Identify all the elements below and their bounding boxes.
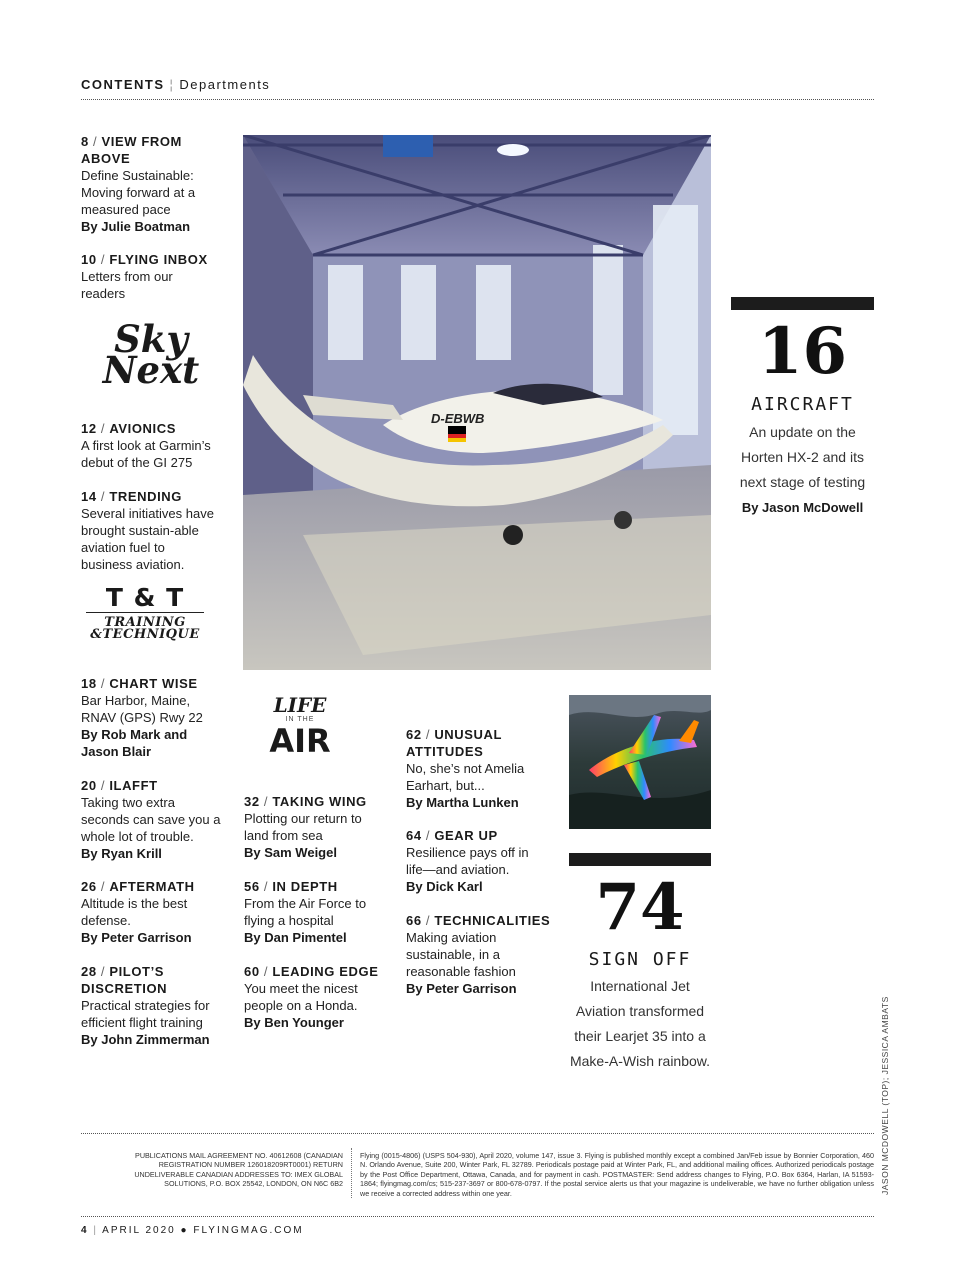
toc-entry-12[interactable]: 12 / AVIONICS A first look at Garmin’s debut of the GI 275 <box>81 420 226 471</box>
toc-desc: Altitude is the best defense. <box>81 896 188 928</box>
header-separator: ¦ <box>169 77 175 92</box>
toc-title: PILOT’S DISCRETION <box>81 964 168 996</box>
toc-desc: Making aviation sustainable, in a reasonable fashion <box>406 930 516 979</box>
legal-separator <box>351 1148 352 1198</box>
toc-author: By Martha Lunken <box>406 795 519 810</box>
toc-desc: Resilience pays off in life—and aviation. <box>406 845 529 877</box>
section-title: CONTENTS <box>81 77 165 92</box>
toc-desc: Plotting our return to land from sea <box>244 811 362 843</box>
toc-entry-64[interactable]: 64 / GEAR UP Resilience pays off in life—and aviation. By Dick Karl <box>406 827 541 895</box>
toc-author: By Dan Pimentel <box>244 930 347 945</box>
toc-entry-28[interactable]: 28 / PILOT’S DISCRETION Practical strategies for efficient flight training By John Zimmerman <box>81 963 226 1048</box>
toc-desc: Letters from our readers <box>81 269 173 301</box>
toc-author: By Sam Weigel <box>244 845 337 860</box>
toc-desc: Several initiatives have brought sustain-able aviation fuel to business aviation. <box>81 506 214 572</box>
toc-title: GEAR UP <box>434 828 498 843</box>
toc-desc: You meet the nicest people on a Honda. <box>244 981 358 1013</box>
toc-desc: No, she’s not Amelia Earhart, but... <box>406 761 525 793</box>
hangar-aircraft-photo <box>243 135 711 670</box>
toc-author: By Peter Garrison <box>406 981 517 996</box>
training-technique-logo: T & T TRAINING &TECHNIQUE <box>86 584 204 641</box>
toc-entry-20[interactable]: 20 / ILAFFT Taking two extra seconds can save you a whole lot of trouble. By Ryan Krill <box>81 777 226 862</box>
toc-title: TECHNICALITIES <box>434 913 551 928</box>
bullet: ● <box>180 1225 189 1236</box>
signoff-rule <box>569 853 711 866</box>
life-in-the-air-logo: LIFE IN THE AIR <box>269 693 331 760</box>
toc-entry-62[interactable]: 62 / UNUSUAL ATTITUDES No, she’s not Amelia Earhart, but... By Martha Lunken <box>406 726 541 811</box>
toc-title: UNUSUAL ATTITUDES <box>406 727 502 759</box>
page-number: 4 <box>81 1225 89 1236</box>
feature-author: By Jason McDowell <box>741 500 864 515</box>
toc-title: CHART WISE <box>109 676 198 691</box>
toc-title: TRENDING <box>109 489 183 504</box>
toc-desc: Define Sustainable: Moving forward at a measured pace <box>81 168 196 217</box>
toc-title: TAKING WING <box>272 794 367 809</box>
toc-title: FLYING INBOX <box>109 252 208 267</box>
rainbow-learjet-photo <box>569 695 711 829</box>
toc-title: IN DEPTH <box>272 879 338 894</box>
toc-author: By John Zimmerman <box>81 1032 210 1047</box>
toc-entry-66[interactable]: 66 / TECHNICALITIES Making aviation sustainable, in a reasonable fashion By Peter Garrison <box>406 912 556 997</box>
feature-page-number: 16 <box>757 314 848 389</box>
toc-author: By Ryan Krill <box>81 846 162 861</box>
photo-credit: JASON MCDOWELL (TOP); JESSICA AMBATS <box>880 996 890 1195</box>
toc-desc: Practical strategies for efficient flight training <box>81 998 210 1030</box>
toc-title: AFTERMATH <box>109 879 195 894</box>
toc-author: By Julie Boatman <box>81 219 191 234</box>
mail-agreement-text: PUBLICATIONS MAIL AGREEMENT NO. 40612608 (CANADIAN REGISTRATION NUMBER 126018209RT0001) RETURN UNDELIVERABLE CANADIAN ADDRESSES TO: IMEX GLOBAL SOLUTIONS, P.O. BOX 25542, LONDON, ON N6C 6B2 <box>134 1151 343 1189</box>
signoff-page-number: 74 <box>595 870 685 945</box>
contents-header <box>81 77 874 100</box>
toc-entry-60[interactable]: 60 / LEADING EDGE You meet the nicest people on a Honda. By Ben Younger <box>244 963 394 1031</box>
toc-entry-32[interactable]: 32 / TAKING WING Plotting our return to land from sea By Sam Weigel <box>244 793 384 861</box>
sky-next-logo: Sky Next <box>102 317 200 392</box>
toc-title: LEADING EDGE <box>272 964 379 979</box>
toc-desc: Taking two extra seconds can save you a whole lot of trouble. <box>81 795 221 844</box>
toc-author: By Rob Mark and Jason Blair <box>81 727 188 759</box>
toc-entry-10[interactable]: 10 / FLYING INBOX Letters from our readers <box>81 252 208 301</box>
toc-desc: Bar Harbor, Maine, RNAV (GPS) Rwy 22 <box>81 693 203 725</box>
toc-entry-8[interactable]: 8 / VIEW FROM ABOVE Define Sustainable: Moving forward at a measured pace By Julie Boatman <box>81 133 221 235</box>
page-footer: 4 | APRIL 2020 ● FLYINGMAG.COM <box>81 1216 874 1236</box>
aircraft-registration: D-EBWB <box>431 411 485 426</box>
toc-entry-14[interactable]: 14 / TRENDING Several initiatives have brought sustain-able aviation fuel to business aviation. <box>81 488 216 573</box>
toc-title: ILAFFT <box>109 778 158 793</box>
publication-statement: Flying (0015-4806) (USPS 504-930), April 2020, volume 147, issue 3. Flying is published monthly except a combined Jan/Feb issue by Bonnier Corporation, 460 N. Orlando Avenue, Suite 200, Winter Park, FL 32789. Periodicals postage paid at Winter Park, FL, and additional mailing offices. Authorized periodicals postage by the Post Office Department, Ottawa, Canada, and for payment in cash. POSTMASTER: Send address changes to Flying, P.O. Box 6364, Harlan, IA 51593-1864; flyingmag.com/cs; 515-237-3697 or 800-678-0797. If the postal service alerts us that your magazine is undeliverable, we have no further obligation unless we receive a corrected address within one year. <box>360 1151 874 1198</box>
feature-label: AIRCRAFT <box>751 394 854 415</box>
legal-divider <box>81 1133 874 1134</box>
issue-date: APRIL 2020 <box>102 1225 176 1236</box>
toc-author: By Ben Younger <box>244 1015 344 1030</box>
signoff-desc: International Jet Aviation transformed their Learjet 35 into a Make-A-Wish rainbow. <box>569 978 711 1069</box>
toc-author: By Peter Garrison <box>81 930 192 945</box>
toc-entry-56[interactable]: 56 / IN DEPTH From the Air Force to flying a hospital By Dan Pimentel <box>244 878 384 946</box>
toc-author: By Dick Karl <box>406 879 483 894</box>
website-link[interactable]: FLYINGMAG.COM <box>193 1225 304 1236</box>
signoff-label: SIGN OFF <box>588 949 692 970</box>
section-subtitle: Departments <box>179 77 271 92</box>
toc-title: AVIONICS <box>109 421 176 436</box>
toc-desc: From the Air Force to flying a hospital <box>244 896 367 928</box>
toc-title: VIEW FROM ABOVE <box>81 134 182 166</box>
feature-desc: An update on the Horten HX-2 and its next stage of testing <box>739 424 866 490</box>
toc-desc: A first look at Garmin’s debut of the GI 275 <box>81 438 211 470</box>
feature-rule <box>731 297 874 310</box>
toc-entry-18[interactable]: 18 / CHART WISE Bar Harbor, Maine, RNAV (GPS) Rwy 22 By Rob Mark and Jason Blair <box>81 675 226 760</box>
toc-entry-26[interactable]: 26 / AFTERMATH Altitude is the best defense. By Peter Garrison <box>81 878 221 946</box>
